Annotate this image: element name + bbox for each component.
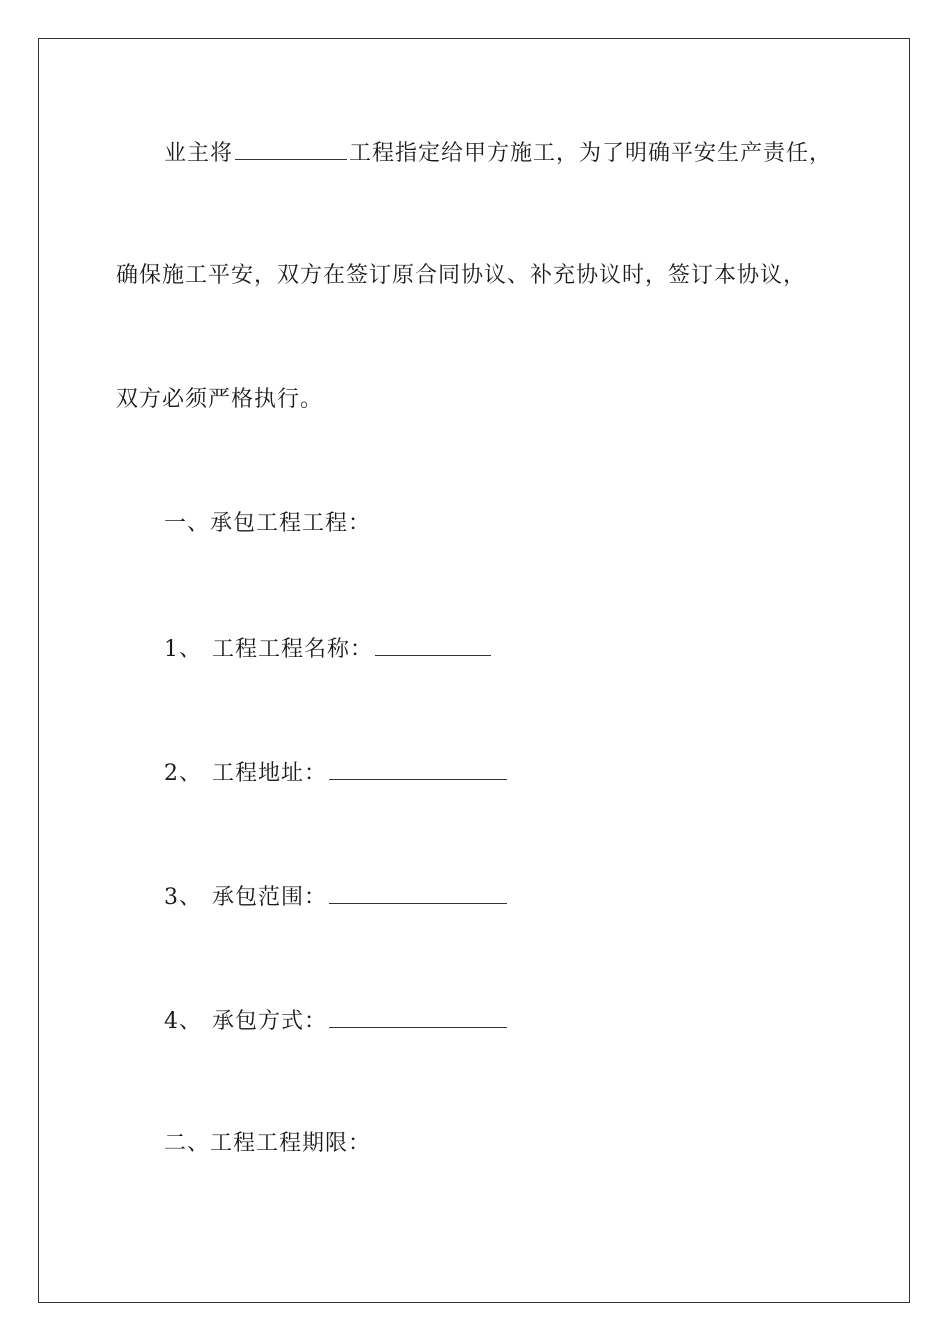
item-1-blank[interactable] <box>375 633 491 656</box>
page-border <box>38 38 910 1303</box>
item-4-label: 承包方式： <box>212 1009 328 1034</box>
intro-line-2: 确保施工平安，双方在签订原合同协议、补充协议时，签订本协议， <box>116 263 807 288</box>
item-3-number: 3、 <box>164 885 202 910</box>
item-4 <box>164 1005 509 1037</box>
item-1 <box>164 633 493 665</box>
item-2-label: 工程地址： <box>212 761 328 786</box>
intro-line-3: 双方必须严格执行。 <box>116 387 324 412</box>
item-3-blank[interactable] <box>329 881 507 904</box>
section-2-heading: 二、工程工程期限： <box>164 1131 372 1156</box>
item-2 <box>164 757 509 789</box>
item-2-blank[interactable] <box>329 757 507 780</box>
intro-line-1 <box>164 137 832 169</box>
item-2-number: 2、 <box>164 761 202 786</box>
intro-line-1-after: 工程指定给甲方施工，为了明确平安生产责任， <box>349 141 833 166</box>
section-1-heading: 一、承包工程工程： <box>164 511 372 536</box>
item-3-label: 承包范围： <box>212 885 328 910</box>
item-1-number: 1、 <box>164 637 202 662</box>
intro-line-1-before: 业主将 <box>164 141 234 166</box>
project-name-blank[interactable] <box>235 137 347 160</box>
item-4-number: 4、 <box>164 1009 202 1034</box>
item-1-label: 工程工程名称： <box>212 637 374 662</box>
item-4-blank[interactable] <box>329 1005 507 1028</box>
item-3 <box>164 881 509 913</box>
